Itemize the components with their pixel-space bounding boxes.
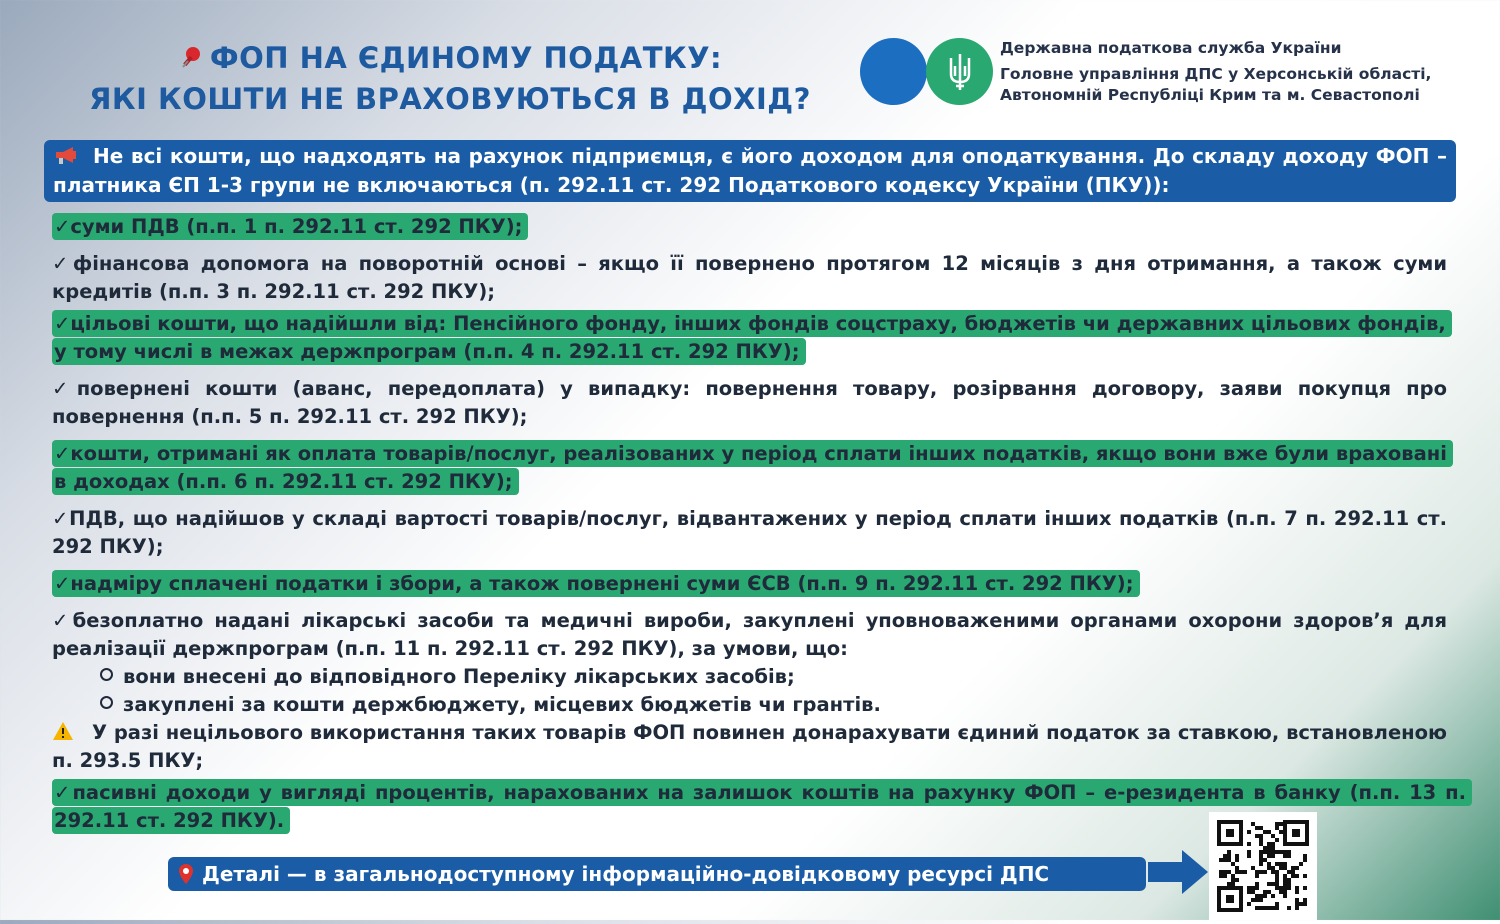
megaphone-icon [53, 144, 93, 168]
location-pin-icon [178, 862, 202, 886]
list-item-text: ПДВ, що надійшов у складі вартості товарів/послуг, відвантажених у період сплати інших податків (п.п. 7 п. 292.11 ст. 292 ПКУ); [52, 507, 1447, 558]
check-icon: ✓ [54, 442, 71, 465]
check-icon: ✓ [52, 252, 73, 275]
list-item [52, 213, 1447, 241]
sub-list-item [100, 663, 795, 691]
list-item-text: кошти, отримані як оплата товарів/послуг, реалізованих у період сплати інших податків, якщо вони вже були враховані в доходах (п.п. 6 п. 292.11 ст. 292 ПКУ); [54, 442, 1447, 493]
warning-text: У разі нецільового використання таких товарів ФОП повинен донарахувати єдиний податок за ставкою, встановленою п. 293.5 ПКУ; [52, 721, 1447, 772]
list-item-text: суми ПДВ (п.п. 1 п. 292.11 ст. 292 ПКУ); [70, 215, 523, 238]
qr-code[interactable] [1209, 812, 1317, 920]
list-item-text: пасивні доходи у вигляді процентів, нарахованих на залишок коштів на рахунку ФОП – е-резидента в банку (п.п. 13 п. 292.11 ст. 292 ПКУ). [54, 781, 1467, 832]
list-item [52, 375, 1447, 431]
warning-icon [52, 721, 92, 744]
arrow-right-icon [1148, 848, 1210, 900]
org-line-1: Державна податкова служба України [1000, 39, 1342, 57]
check-icon: ✓ [52, 609, 73, 632]
sub-list-item-text: вони внесені до відповідного Переліку лікарських засобів; [123, 665, 795, 688]
intro-text: Не всі кошти, що надходять на рахунок підприємця, є його доходом для оподаткування. До складу доходу ФОП – платника ЄП 1-3 групи не включаються (п. 292.11 ст. 292 Податкового кодексу України (ПКУ)): [53, 144, 1447, 197]
sub-list-item [100, 691, 881, 719]
list-item-text: цільові кошти, що надійшли від: Пенсійного фонду, інших фондів соцстраху, бюджетів чи державних цільових фондів, у тому числі в межах держпрограм (п.п. 4 п. 292.11 ст. 292 ПКУ); [54, 312, 1446, 363]
check-icon: ✓ [54, 781, 73, 804]
check-icon: ✓ [52, 507, 70, 530]
trident-emblem-icon [926, 38, 993, 105]
check-icon: ✓ [54, 312, 71, 335]
check-icon: ✓ [54, 215, 71, 238]
bullet-circle-icon [100, 668, 113, 681]
warning-note [52, 719, 1447, 775]
pushpin-icon [178, 38, 210, 79]
list-item [52, 505, 1447, 561]
list-item [52, 250, 1447, 306]
list-item-text: повернені кошти (аванс, передоплата) у випадку: повернення товару, розірвання договору, заяви покупця про повернення (п.п. 5 п. 292.11 ст. 292 ПКУ); [52, 377, 1447, 428]
details-text: Деталі — в загальнодоступному інформаційно-довідковому ресурсі ДПС [202, 862, 1050, 886]
list-item [52, 440, 1447, 496]
check-icon: ✓ [52, 377, 77, 400]
details-banner[interactable] [168, 857, 1146, 891]
list-item-text: фінансова допомога на поворотній основі – якщо її повернено протягом 12 місяців з дня отримання, а також суми кредитів (п.п. 3 п. 292.11 ст. 292 ПКУ); [52, 252, 1448, 303]
list-item-text: надміру сплачені податки і збори, а також повернені суми ЄСВ (п.п. 9 п. 292.11 ст. 292 ПКУ); [70, 572, 1134, 595]
organization-name [1000, 38, 1431, 106]
check-icon: ✓ [54, 572, 71, 595]
title-line-1: ФОП НА ЄДИНОМУ ПОДАТКУ: [209, 41, 723, 75]
bullet-circle-icon [100, 696, 113, 709]
list-item [52, 310, 1447, 366]
list-item-text: безоплатно надані лікарські засоби та медичні вироби, закуплені уповноваженими органами охорони здоров’я для реалізації держпрограм (п.п. 11 п. 292.11 ст. 292 ПКУ), за умови, що: [52, 609, 1447, 660]
intro-banner [44, 140, 1456, 202]
title-line-2: ЯКІ КОШТИ НЕ ВРАХОВУЮТЬСЯ В ДОХІД? [89, 82, 811, 116]
list-item [52, 570, 1447, 598]
list-item [52, 607, 1447, 663]
page-title [70, 38, 830, 120]
org-line-3: Автономній Республіці Крим та м. Севастополі [1000, 86, 1420, 104]
org-line-2: Головне управління ДПС у Херсонській області, [1000, 65, 1432, 83]
sub-list-item-text: закуплені за кошти держбюджету, місцевих бюджетів чи грантів. [123, 693, 881, 716]
blue-circle-logo [860, 38, 927, 105]
